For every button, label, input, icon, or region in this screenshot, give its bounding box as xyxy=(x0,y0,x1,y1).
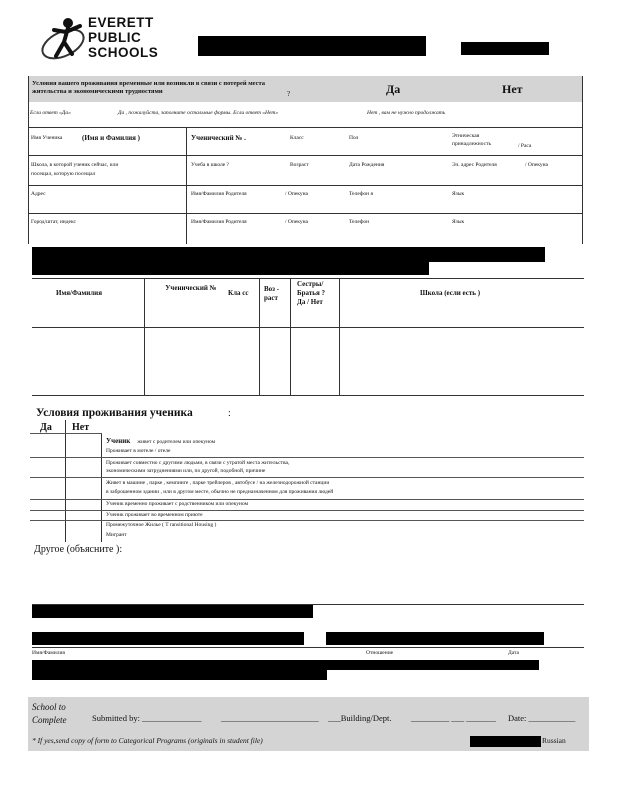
redacted-statement xyxy=(32,605,313,618)
signature-relation-label: Отношение xyxy=(366,650,394,656)
student-id-label: Ученический № . xyxy=(191,134,246,142)
race-label: / Раса xyxy=(518,143,532,149)
sibling-name-header: Имя/Фамилия xyxy=(56,289,103,297)
logo-line-1: EVERETT xyxy=(88,15,154,30)
logo-line-2: PUBLIC xyxy=(88,30,142,45)
age-label: Возраст xyxy=(290,162,309,168)
yes-option-header[interactable]: Да xyxy=(386,82,401,96)
address-label: Адрес xyxy=(31,191,46,197)
footer-submitted-blank[interactable]: _______________________ xyxy=(221,713,319,723)
redacted-subtitle xyxy=(461,42,549,55)
sibling-age-header-2: раст xyxy=(264,294,278,302)
sibling-relation-header-1: Сестры/ xyxy=(297,280,324,288)
signature-date-label: Дата xyxy=(508,650,519,656)
redacted-title xyxy=(198,36,426,56)
redacted-siblings-header-1 xyxy=(32,247,545,262)
if-yes-instruction: Да , пожалуйста, заполните остальные формы. Если ответ «Нет» xyxy=(118,110,279,116)
living-option-shared-1[interactable]: Проживает совместно с другими людьми, в связи с утратой места жительства, xyxy=(106,460,290,466)
question-text: Условия вашего проживания временные или возникли в связи с потерей места жительства и экономическими трудностями xyxy=(32,80,266,95)
living-option-transitional[interactable]: Промежуточное Жилье ( T ransitional Housing ) xyxy=(106,522,217,528)
student-name-note: (Имя и Фамилия ) xyxy=(82,134,141,142)
sibling-relation-header-3: Да / Нет xyxy=(297,298,323,306)
city-zip-label: Город/штат, индекс xyxy=(31,219,76,225)
living-option-motel[interactable]: Проживает в мотеле / отеле xyxy=(106,448,171,454)
footer-note: * If yes,send copy of form to Categorical Programs (originals in student file) xyxy=(32,736,263,745)
gender-label: Пол xyxy=(349,135,359,141)
footer-complete: Complete xyxy=(32,715,67,725)
ethnicity-label-2: принадлежность xyxy=(452,141,491,147)
living-no-header: Нет xyxy=(72,422,90,433)
if-yes-label: Если ответ «Да» xyxy=(30,110,71,116)
language-label-1: Язык xyxy=(452,191,465,197)
living-option-parent-bold: Ученик xyxy=(106,437,131,445)
footer-building[interactable]: ___Building/Dept. xyxy=(328,713,392,723)
living-option-parent-text: живет с родителем или опекуном xyxy=(137,439,216,445)
language-label-2: Язык xyxy=(452,219,465,225)
sibling-age-header-1: Воз - xyxy=(264,285,280,293)
living-option-parent[interactable] xyxy=(106,437,215,446)
sibling-school-header: Школа (если есть ) xyxy=(420,289,481,297)
if-no-instruction: Нет , вам не нужно продолжать xyxy=(367,110,446,116)
parent-email-label: Эл. адрес Родителя xyxy=(452,162,497,168)
living-option-relative[interactable]: Ученик временно проживает с родственником или опекуном xyxy=(106,501,249,507)
grade-label: Класс xyxy=(290,135,304,141)
footer-building-blank[interactable]: _________ ___ _______ xyxy=(411,713,496,723)
living-option-shared-2: экономическими затруднениями или, по другой, подобной, причине xyxy=(106,468,266,474)
student-name-label: Имя Ученика xyxy=(31,135,63,141)
birthdate-label: Дата Рождения xyxy=(349,162,385,168)
footer-submitted-by[interactable]: Submitted by: ______________ xyxy=(92,713,202,723)
guardian-label-2: / Опекуна xyxy=(285,219,308,225)
no-option-header[interactable]: Нет xyxy=(502,82,523,96)
parent-name-label-2: Имя/Фамилия Родителя xyxy=(191,219,247,225)
runner-figure-icon xyxy=(38,16,88,68)
redacted-certification-1 xyxy=(32,660,539,670)
redacted-certification-2 xyxy=(32,670,327,680)
living-option-shelter[interactable]: Ученик проживает во временном приюте xyxy=(106,512,203,518)
redacted-siblings-header-2 xyxy=(32,262,429,275)
school-attendance-label: Учеба в школе ? xyxy=(191,162,229,168)
redacted-signature-name xyxy=(32,632,304,645)
current-school-label-1: Школа, в которой ученик сейчас, или xyxy=(31,162,119,168)
living-other-label: Другое (объясните ): xyxy=(34,544,123,555)
district-logo xyxy=(38,14,168,70)
current-school-label-2: посещал, которую посещал xyxy=(31,171,96,177)
living-option-migrant[interactable]: Мигрант xyxy=(106,532,127,538)
redacted-signature-relation xyxy=(326,632,544,645)
guardian-label-1: / Опекуна xyxy=(285,191,308,197)
phone-label-1: Телефон я xyxy=(349,191,374,197)
living-situation-colon: : xyxy=(228,408,231,419)
living-situation-title: Условия проживания ученика xyxy=(36,407,193,419)
footer-language: Russian xyxy=(542,736,566,745)
parent-name-label-1: Имя/Фамилия Родителя xyxy=(191,191,247,197)
logo-line-3: SCHOOLS xyxy=(88,45,159,60)
question-mark: ? xyxy=(287,90,291,98)
signature-name-label: Имя/Фамилия xyxy=(32,650,65,656)
guardian-email-label: / Опекуна xyxy=(525,162,548,168)
phone-label-2: Телефон xyxy=(349,219,370,225)
sibling-relation-header-2: Братья ? xyxy=(297,289,326,297)
ethnicity-label-1: Этническая xyxy=(452,133,480,139)
living-option-car-2: в заброшенном здании , или в другом месте, обычно не предназначенном для проживания людей xyxy=(106,489,334,495)
sibling-id-header: Ученический № xyxy=(165,284,217,292)
sibling-grade-header: Кла сс xyxy=(228,289,249,297)
footer-school-to: School to xyxy=(32,702,66,712)
footer-date[interactable]: Date: ___________ xyxy=(508,713,576,723)
living-yes-header: Да xyxy=(40,422,52,433)
living-option-car-1[interactable]: Живет в машине , парке , кемпинге , парке трейлеров , автобусе / на железнодорожной станции xyxy=(106,480,330,486)
redacted-footer-code xyxy=(470,736,541,747)
